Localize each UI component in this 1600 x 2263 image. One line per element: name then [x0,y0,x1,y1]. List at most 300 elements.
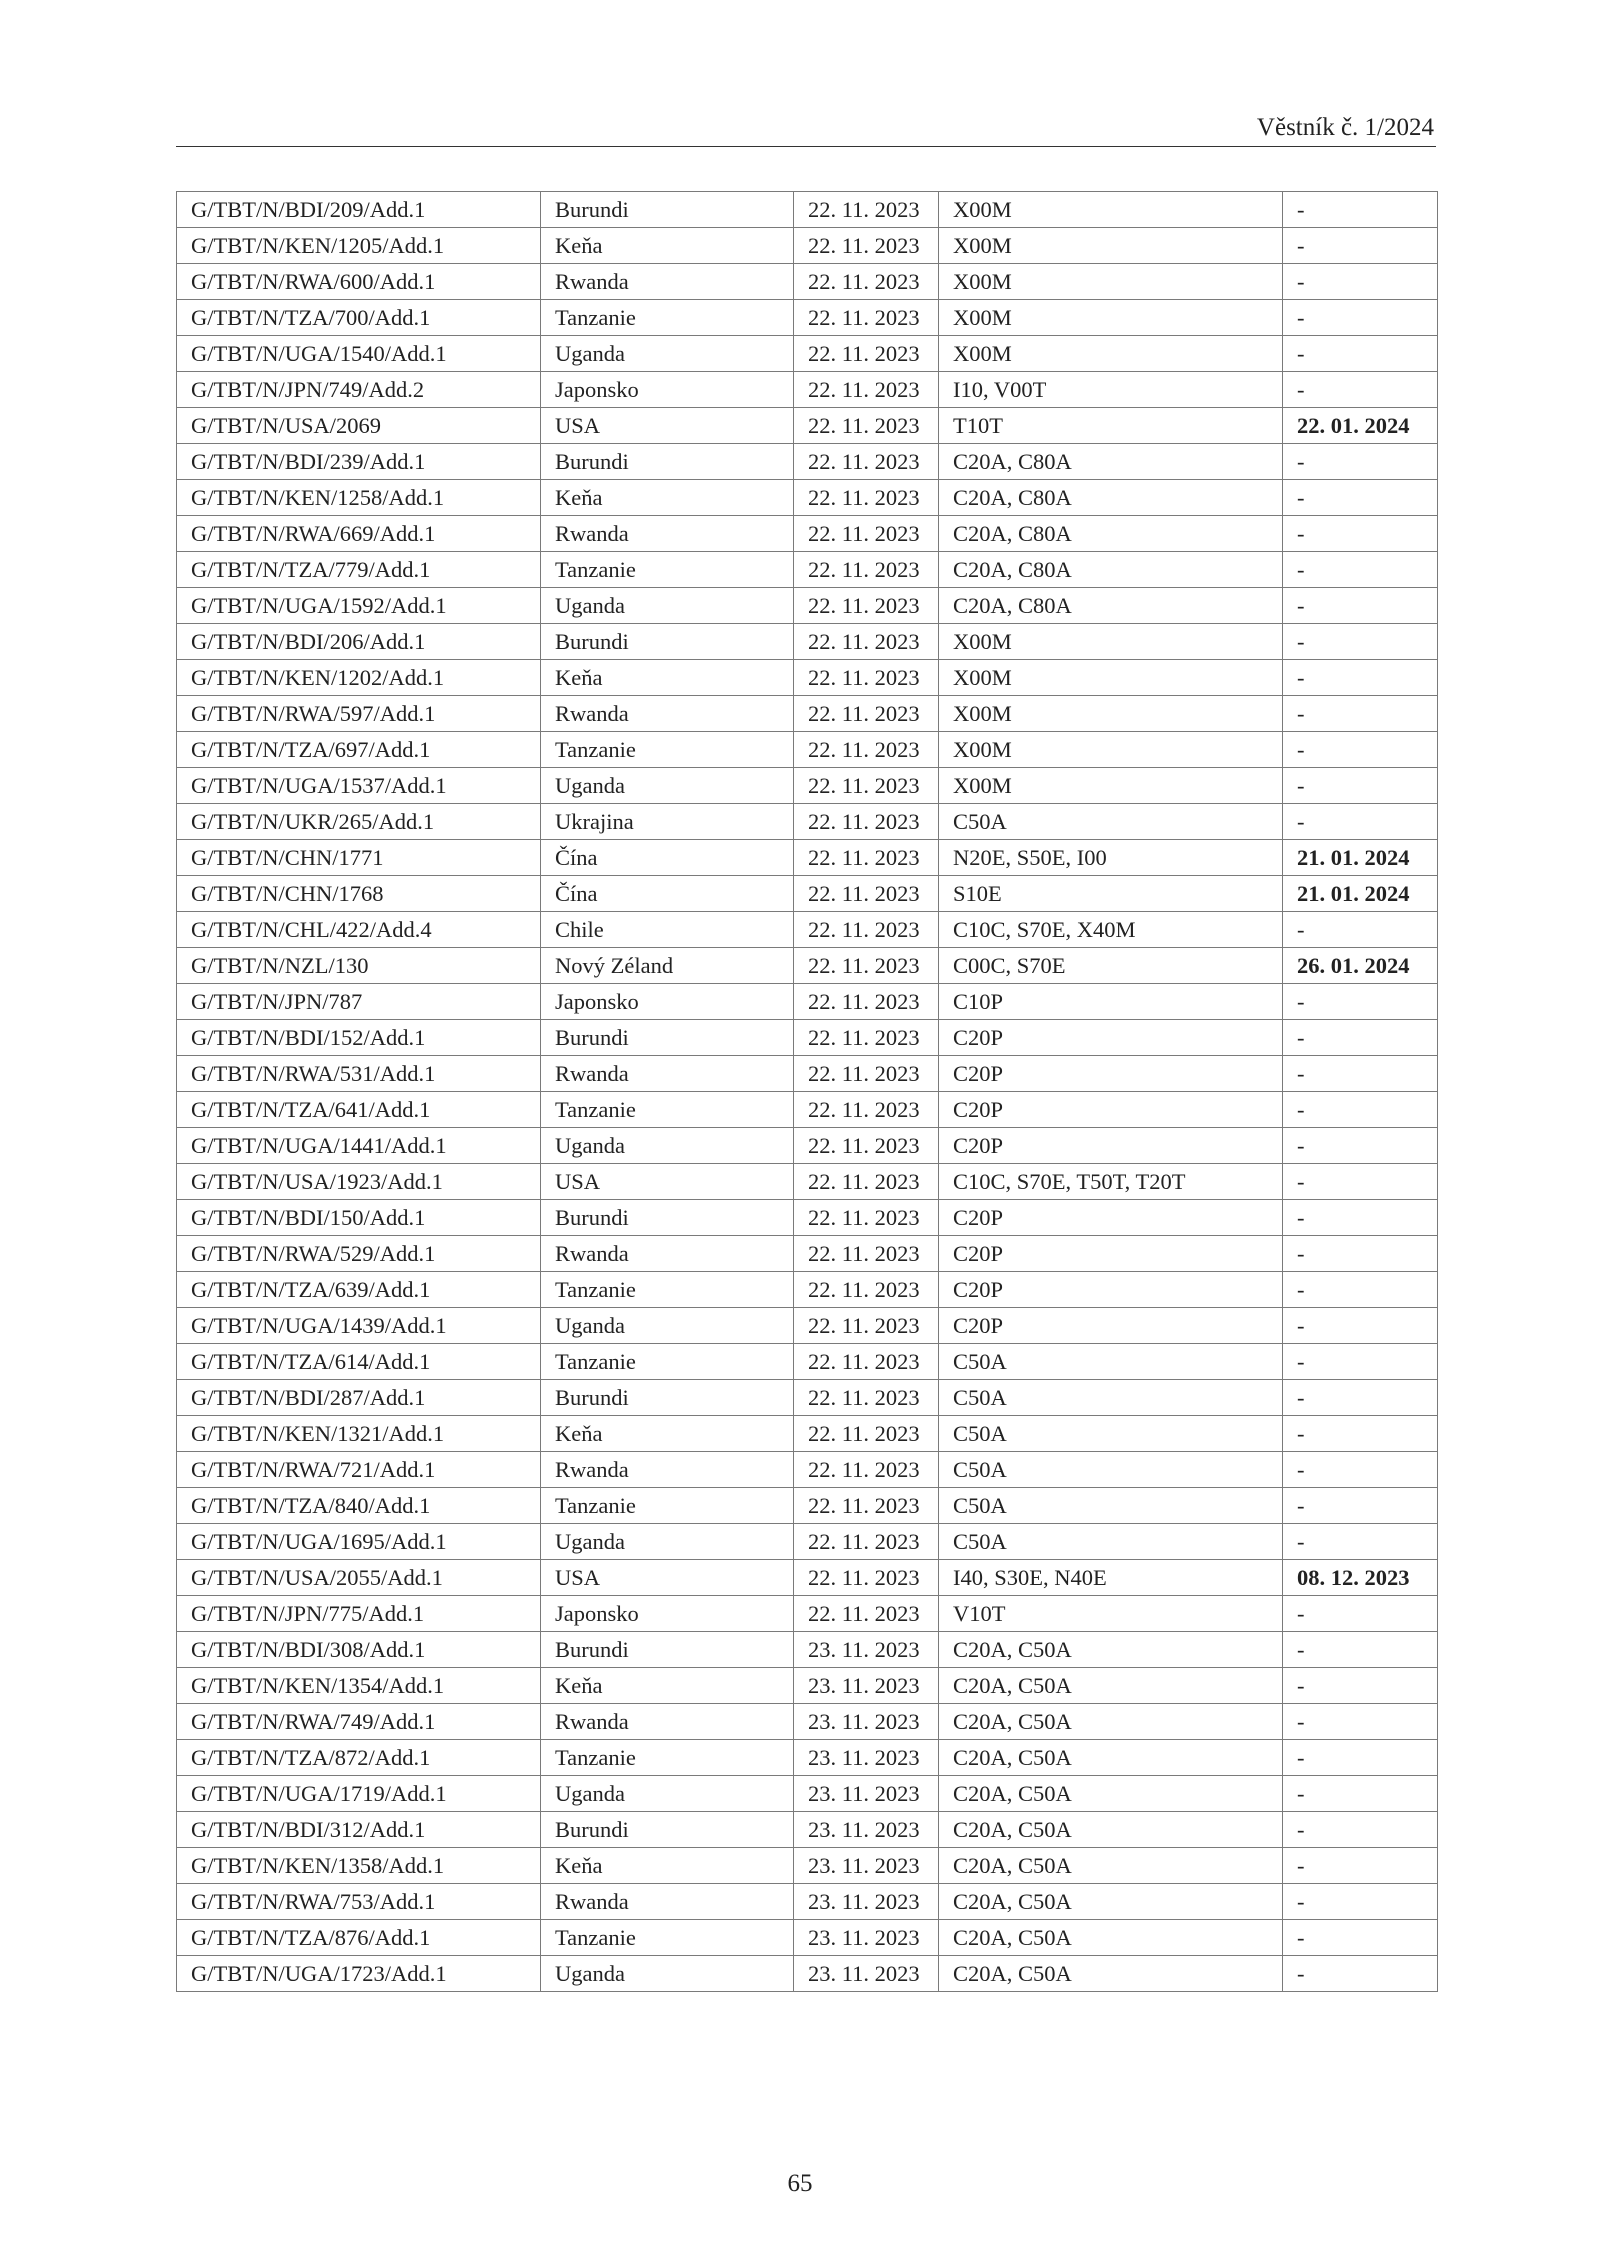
table-row [177,1092,1438,1128]
comment-deadline-cell: - [1283,1308,1438,1344]
notification-symbol-cell: G/TBT/N/BDI/206/Add.1 [177,624,541,660]
notification-symbol-cell: G/TBT/N/UGA/1695/Add.1 [177,1524,541,1560]
country-cell: Tanzanie [541,1488,794,1524]
country-cell: Keňa [541,660,794,696]
table-row [177,840,1438,876]
date-cell: 22. 11. 2023 [794,192,939,228]
table-row [177,228,1438,264]
ics-codes-cell: C10C, S70E, T50T, T20T [939,1164,1283,1200]
ics-codes-cell: C20A, C50A [939,1956,1283,1992]
table-row [177,1776,1438,1812]
notification-symbol-cell: G/TBT/N/BDI/152/Add.1 [177,1020,541,1056]
ics-codes-cell: X00M [939,264,1283,300]
ics-codes-cell: X00M [939,768,1283,804]
comment-deadline-cell: - [1283,1200,1438,1236]
comment-deadline-cell: - [1283,1272,1438,1308]
comment-deadline-cell: - [1283,372,1438,408]
date-cell: 22. 11. 2023 [794,1344,939,1380]
notification-symbol-cell: G/TBT/N/RWA/529/Add.1 [177,1236,541,1272]
date-cell: 23. 11. 2023 [794,1668,939,1704]
date-cell: 22. 11. 2023 [794,804,939,840]
comment-deadline-cell: - [1283,552,1438,588]
notification-symbol-cell: G/TBT/N/KEN/1202/Add.1 [177,660,541,696]
comment-deadline-cell: - [1283,1452,1438,1488]
comment-deadline-cell: - [1283,768,1438,804]
date-cell: 23. 11. 2023 [794,1848,939,1884]
ics-codes-cell: C20A, C50A [939,1668,1283,1704]
date-cell: 22. 11. 2023 [794,552,939,588]
comment-deadline-cell: - [1283,1776,1438,1812]
ics-codes-cell: C20P [939,1236,1283,1272]
comment-deadline-cell: - [1283,804,1438,840]
comment-deadline-cell: - [1283,1812,1438,1848]
table-row [177,1380,1438,1416]
country-cell: Rwanda [541,1884,794,1920]
country-cell: Rwanda [541,1452,794,1488]
country-cell: Rwanda [541,264,794,300]
date-cell: 22. 11. 2023 [794,1380,939,1416]
table-row [177,696,1438,732]
notification-symbol-cell: G/TBT/N/BDI/239/Add.1 [177,444,541,480]
notifications-table [176,191,1438,1992]
table-row [177,984,1438,1020]
date-cell: 22. 11. 2023 [794,696,939,732]
comment-deadline-cell: - [1283,624,1438,660]
date-cell: 22. 11. 2023 [794,660,939,696]
table-row [177,480,1438,516]
date-cell: 22. 11. 2023 [794,336,939,372]
ics-codes-cell: C20A, C80A [939,444,1283,480]
ics-codes-cell: X00M [939,660,1283,696]
table-row [177,948,1438,984]
comment-deadline-cell: - [1283,516,1438,552]
comment-deadline-cell: - [1283,1848,1438,1884]
table-row [177,1596,1438,1632]
date-cell: 23. 11. 2023 [794,1740,939,1776]
notification-symbol-cell: G/TBT/N/USA/2055/Add.1 [177,1560,541,1596]
country-cell: Uganda [541,1524,794,1560]
date-cell: 22. 11. 2023 [794,228,939,264]
notification-symbol-cell: G/TBT/N/UGA/1537/Add.1 [177,768,541,804]
country-cell: Uganda [541,768,794,804]
comment-deadline-cell: - [1283,480,1438,516]
country-cell: Burundi [541,1380,794,1416]
ics-codes-cell: C20A, C50A [939,1920,1283,1956]
country-cell: USA [541,1560,794,1596]
comment-deadline-cell: - [1283,1596,1438,1632]
country-cell: Tanzanie [541,1092,794,1128]
ics-codes-cell: C20P [939,1128,1283,1164]
table-row [177,1632,1438,1668]
date-cell: 22. 11. 2023 [794,984,939,1020]
table-row [177,1956,1438,1992]
comment-deadline-cell: - [1283,588,1438,624]
ics-codes-cell: C50A [939,1416,1283,1452]
table-row [177,300,1438,336]
ics-codes-cell: C20A, C50A [939,1812,1283,1848]
comment-deadline-cell: - [1283,1128,1438,1164]
notification-symbol-cell: G/TBT/N/RWA/597/Add.1 [177,696,541,732]
table-row [177,1452,1438,1488]
ics-codes-cell: S10E [939,876,1283,912]
notification-symbol-cell: G/TBT/N/RWA/531/Add.1 [177,1056,541,1092]
comment-deadline-cell: - [1283,228,1438,264]
notification-symbol-cell: G/TBT/N/KEN/1358/Add.1 [177,1848,541,1884]
ics-codes-cell: C50A [939,804,1283,840]
date-cell: 22. 11. 2023 [794,1056,939,1092]
comment-deadline-cell: - [1283,732,1438,768]
comment-deadline-cell: 22. 01. 2024 [1283,408,1438,444]
ics-codes-cell: C20A, C80A [939,552,1283,588]
date-cell: 23. 11. 2023 [794,1812,939,1848]
date-cell: 22. 11. 2023 [794,372,939,408]
notification-symbol-cell: G/TBT/N/UGA/1441/Add.1 [177,1128,541,1164]
comment-deadline-cell: 08. 12. 2023 [1283,1560,1438,1596]
comment-deadline-cell: - [1283,336,1438,372]
date-cell: 22. 11. 2023 [794,1452,939,1488]
ics-codes-cell: C20A, C50A [939,1704,1283,1740]
ics-codes-cell: C10C, S70E, X40M [939,912,1283,948]
table-row [177,1164,1438,1200]
ics-codes-cell: C20P [939,1020,1283,1056]
table-row [177,516,1438,552]
table-row [177,192,1438,228]
date-cell: 22. 11. 2023 [794,1272,939,1308]
notification-symbol-cell: G/TBT/N/TZA/697/Add.1 [177,732,541,768]
notification-symbol-cell: G/TBT/N/CHL/422/Add.4 [177,912,541,948]
ics-codes-cell: C20A, C50A [939,1884,1283,1920]
table-body [177,192,1438,1992]
country-cell: Čína [541,876,794,912]
date-cell: 22. 11. 2023 [794,876,939,912]
ics-codes-cell: X00M [939,696,1283,732]
table-row [177,1560,1438,1596]
ics-codes-cell: C50A [939,1380,1283,1416]
table-row [177,444,1438,480]
ics-codes-cell: C10P [939,984,1283,1020]
country-cell: Japonsko [541,372,794,408]
country-cell: Japonsko [541,1596,794,1632]
notification-symbol-cell: G/TBT/N/TZA/639/Add.1 [177,1272,541,1308]
comment-deadline-cell: - [1283,1092,1438,1128]
date-cell: 22. 11. 2023 [794,516,939,552]
country-cell: Tanzanie [541,1344,794,1380]
date-cell: 22. 11. 2023 [794,444,939,480]
ics-codes-cell: X00M [939,624,1283,660]
notification-symbol-cell: G/TBT/N/RWA/600/Add.1 [177,264,541,300]
notification-symbol-cell: G/TBT/N/BDI/150/Add.1 [177,1200,541,1236]
ics-codes-cell: C20A, C50A [939,1776,1283,1812]
table-row [177,1524,1438,1560]
country-cell: Uganda [541,1956,794,1992]
date-cell: 23. 11. 2023 [794,1920,939,1956]
notification-symbol-cell: G/TBT/N/NZL/130 [177,948,541,984]
table-row [177,1236,1438,1272]
comment-deadline-cell: 26. 01. 2024 [1283,948,1438,984]
date-cell: 23. 11. 2023 [794,1956,939,1992]
country-cell: Burundi [541,624,794,660]
notification-symbol-cell: G/TBT/N/TZA/641/Add.1 [177,1092,541,1128]
comment-deadline-cell: - [1283,912,1438,948]
country-cell: USA [541,408,794,444]
table-row [177,1308,1438,1344]
country-cell: Chile [541,912,794,948]
comment-deadline-cell: - [1283,1416,1438,1452]
comment-deadline-cell: - [1283,1164,1438,1200]
ics-codes-cell: N20E, S50E, I00 [939,840,1283,876]
date-cell: 22. 11. 2023 [794,480,939,516]
ics-codes-cell: C20P [939,1272,1283,1308]
notification-symbol-cell: G/TBT/N/JPN/749/Add.2 [177,372,541,408]
country-cell: Tanzanie [541,1740,794,1776]
ics-codes-cell: X00M [939,228,1283,264]
country-cell: Rwanda [541,516,794,552]
notification-symbol-cell: G/TBT/N/TZA/700/Add.1 [177,300,541,336]
country-cell: Uganda [541,588,794,624]
comment-deadline-cell: - [1283,1668,1438,1704]
date-cell: 22. 11. 2023 [794,1164,939,1200]
table-row [177,768,1438,804]
country-cell: Tanzanie [541,1272,794,1308]
comment-deadline-cell: - [1283,1740,1438,1776]
notification-symbol-cell: G/TBT/N/UGA/1723/Add.1 [177,1956,541,1992]
comment-deadline-cell: - [1283,192,1438,228]
country-cell: Burundi [541,192,794,228]
notification-symbol-cell: G/TBT/N/TZA/876/Add.1 [177,1920,541,1956]
ics-codes-cell: C20A, C50A [939,1740,1283,1776]
country-cell: Keňa [541,1416,794,1452]
country-cell: USA [541,1164,794,1200]
notification-symbol-cell: G/TBT/N/CHN/1771 [177,840,541,876]
comment-deadline-cell: - [1283,1884,1438,1920]
table-row [177,336,1438,372]
notification-symbol-cell: G/TBT/N/RWA/721/Add.1 [177,1452,541,1488]
notification-symbol-cell: G/TBT/N/TZA/779/Add.1 [177,552,541,588]
date-cell: 23. 11. 2023 [794,1704,939,1740]
comment-deadline-cell: - [1283,1632,1438,1668]
table-row [177,1920,1438,1956]
notification-symbol-cell: G/TBT/N/RWA/753/Add.1 [177,1884,541,1920]
country-cell: Čína [541,840,794,876]
country-cell: Rwanda [541,696,794,732]
notification-symbol-cell: G/TBT/N/JPN/775/Add.1 [177,1596,541,1632]
notification-symbol-cell: G/TBT/N/KEN/1354/Add.1 [177,1668,541,1704]
notification-symbol-cell: G/TBT/N/BDI/287/Add.1 [177,1380,541,1416]
table-row [177,1668,1438,1704]
comment-deadline-cell: - [1283,1956,1438,1992]
table-row [177,876,1438,912]
comment-deadline-cell: - [1283,1524,1438,1560]
table-row [177,264,1438,300]
date-cell: 22. 11. 2023 [794,300,939,336]
ics-codes-cell: V10T [939,1596,1283,1632]
ics-codes-cell: X00M [939,336,1283,372]
ics-codes-cell: C50A [939,1488,1283,1524]
date-cell: 22. 11. 2023 [794,1236,939,1272]
country-cell: Tanzanie [541,300,794,336]
date-cell: 22. 11. 2023 [794,1560,939,1596]
date-cell: 22. 11. 2023 [794,588,939,624]
notification-symbol-cell: G/TBT/N/USA/1923/Add.1 [177,1164,541,1200]
table-row [177,912,1438,948]
comment-deadline-cell: - [1283,1056,1438,1092]
country-cell: Rwanda [541,1704,794,1740]
date-cell: 22. 11. 2023 [794,1416,939,1452]
country-cell: Burundi [541,1632,794,1668]
comment-deadline-cell: - [1283,1020,1438,1056]
ics-codes-cell: X00M [939,300,1283,336]
date-cell: 22. 11. 2023 [794,624,939,660]
table-row [177,624,1438,660]
table-row [177,660,1438,696]
ics-codes-cell: I40, S30E, N40E [939,1560,1283,1596]
date-cell: 23. 11. 2023 [794,1632,939,1668]
ics-codes-cell: C50A [939,1524,1283,1560]
country-cell: Rwanda [541,1056,794,1092]
date-cell: 22. 11. 2023 [794,912,939,948]
table-row [177,1848,1438,1884]
country-cell: Keňa [541,1848,794,1884]
comment-deadline-cell: 21. 01. 2024 [1283,840,1438,876]
date-cell: 22. 11. 2023 [794,1200,939,1236]
table-row [177,1200,1438,1236]
date-cell: 22. 11. 2023 [794,1128,939,1164]
comment-deadline-cell: - [1283,444,1438,480]
ics-codes-cell: X00M [939,732,1283,768]
page-number: 65 [787,2170,813,2197]
notification-symbol-cell: G/TBT/N/KEN/1321/Add.1 [177,1416,541,1452]
date-cell: 23. 11. 2023 [794,1776,939,1812]
table-row [177,1344,1438,1380]
notification-symbol-cell: G/TBT/N/TZA/840/Add.1 [177,1488,541,1524]
country-cell: Tanzanie [541,732,794,768]
notification-symbol-cell: G/TBT/N/TZA/872/Add.1 [177,1740,541,1776]
table-row [177,1128,1438,1164]
country-cell: Uganda [541,1308,794,1344]
date-cell: 22. 11. 2023 [794,1092,939,1128]
country-cell: Burundi [541,1812,794,1848]
country-cell: Tanzanie [541,1920,794,1956]
country-cell: Uganda [541,336,794,372]
comment-deadline-cell: - [1283,264,1438,300]
comment-deadline-cell: - [1283,300,1438,336]
notification-symbol-cell: G/TBT/N/TZA/614/Add.1 [177,1344,541,1380]
ics-codes-cell: C20A, C50A [939,1848,1283,1884]
ics-codes-cell: C50A [939,1452,1283,1488]
notification-symbol-cell: G/TBT/N/UGA/1540/Add.1 [177,336,541,372]
table-row [177,1812,1438,1848]
table-row [177,1884,1438,1920]
table-row [177,588,1438,624]
comment-deadline-cell: - [1283,660,1438,696]
country-cell: Rwanda [541,1236,794,1272]
table-row [177,1272,1438,1308]
table-row [177,804,1438,840]
ics-codes-cell: C50A [939,1344,1283,1380]
date-cell: 22. 11. 2023 [794,1596,939,1632]
comment-deadline-cell: - [1283,1380,1438,1416]
ics-codes-cell: C20A, C80A [939,480,1283,516]
table-row [177,408,1438,444]
country-cell: Keňa [541,1668,794,1704]
ics-codes-cell: I10, V00T [939,372,1283,408]
date-cell: 22. 11. 2023 [794,768,939,804]
table-row [177,552,1438,588]
comment-deadline-cell: - [1283,1236,1438,1272]
notification-symbol-cell: G/TBT/N/RWA/669/Add.1 [177,516,541,552]
ics-codes-cell: X00M [939,192,1283,228]
country-cell: Ukrajina [541,804,794,840]
notification-symbol-cell: G/TBT/N/CHN/1768 [177,876,541,912]
country-cell: Burundi [541,1020,794,1056]
table-row [177,1704,1438,1740]
comment-deadline-cell: - [1283,984,1438,1020]
comment-deadline-cell: 21. 01. 2024 [1283,876,1438,912]
ics-codes-cell: C20A, C80A [939,588,1283,624]
table-row [177,1056,1438,1092]
table-row [177,1488,1438,1524]
country-cell: Nový Zéland [541,948,794,984]
date-cell: 22. 11. 2023 [794,840,939,876]
ics-codes-cell: C20A, C80A [939,516,1283,552]
ics-codes-cell: C20A, C50A [939,1632,1283,1668]
date-cell: 22. 11. 2023 [794,264,939,300]
table-row [177,372,1438,408]
ics-codes-cell: C20P [939,1308,1283,1344]
notification-symbol-cell: G/TBT/N/BDI/209/Add.1 [177,192,541,228]
comment-deadline-cell: - [1283,1488,1438,1524]
date-cell: 22. 11. 2023 [794,1488,939,1524]
country-cell: Keňa [541,480,794,516]
notification-symbol-cell: G/TBT/N/KEN/1205/Add.1 [177,228,541,264]
ics-codes-cell: T10T [939,408,1283,444]
comment-deadline-cell: - [1283,1344,1438,1380]
comment-deadline-cell: - [1283,1920,1438,1956]
country-cell: Burundi [541,444,794,480]
notification-symbol-cell: G/TBT/N/BDI/308/Add.1 [177,1632,541,1668]
page-header [176,110,1436,147]
notification-symbol-cell: G/TBT/N/USA/2069 [177,408,541,444]
ics-codes-cell: C20P [939,1056,1283,1092]
country-cell: Uganda [541,1776,794,1812]
notification-symbol-cell: G/TBT/N/RWA/749/Add.1 [177,1704,541,1740]
ics-codes-cell: C20P [939,1200,1283,1236]
country-cell: Tanzanie [541,552,794,588]
country-cell: Uganda [541,1128,794,1164]
date-cell: 22. 11. 2023 [794,1308,939,1344]
country-cell: Keňa [541,228,794,264]
country-cell: Burundi [541,1200,794,1236]
notification-symbol-cell: G/TBT/N/UGA/1719/Add.1 [177,1776,541,1812]
notification-symbol-cell: G/TBT/N/JPN/787 [177,984,541,1020]
table-row [177,1416,1438,1452]
ics-codes-cell: C20P [939,1092,1283,1128]
date-cell: 22. 11. 2023 [794,1524,939,1560]
date-cell: 23. 11. 2023 [794,1884,939,1920]
ics-codes-cell: C00C, S70E [939,948,1283,984]
comment-deadline-cell: - [1283,696,1438,732]
date-cell: 22. 11. 2023 [794,948,939,984]
table-row [177,1020,1438,1056]
date-cell: 22. 11. 2023 [794,1020,939,1056]
date-cell: 22. 11. 2023 [794,732,939,768]
comment-deadline-cell: - [1283,1704,1438,1740]
bulletin-title: Věstník č. 1/2024 [1256,114,1434,141]
notification-symbol-cell: G/TBT/N/UGA/1439/Add.1 [177,1308,541,1344]
notification-symbol-cell: G/TBT/N/UGA/1592/Add.1 [177,588,541,624]
notification-symbol-cell: G/TBT/N/UKR/265/Add.1 [177,804,541,840]
date-cell: 22. 11. 2023 [794,408,939,444]
